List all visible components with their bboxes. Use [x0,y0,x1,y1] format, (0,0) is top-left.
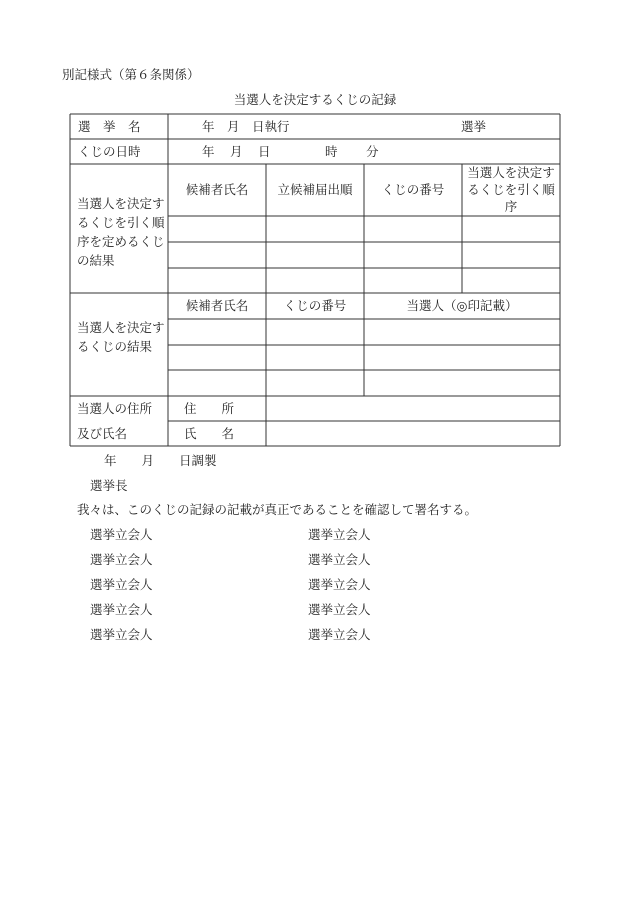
header-note: 別記様式（第６条関係） [62,67,200,82]
witness-label: 選挙立会人 [308,527,371,542]
result-header-winner: 当選人（◎印記載） [406,298,518,313]
order-header-lottery-number: くじの番号 [381,182,445,197]
order-header-candidate: 候補者氏名 [185,182,249,197]
result-header-lottery-number: くじの番号 [283,298,347,313]
witness-label: 選挙立会人 [90,527,153,542]
witness-label: 選挙立会人 [308,577,371,592]
witness-label: 選挙立会人 [90,577,153,592]
datetime-day: 日 [258,144,271,159]
election-suffix: 選挙 [461,119,487,134]
witness-label: 選挙立会人 [308,552,371,567]
name-field-label: 氏 名 [184,426,235,441]
order-header-filing-order: 立候補届出順 [277,182,353,197]
witness-label: 選挙立会人 [90,627,153,642]
datetime-minute: 分 [366,144,379,159]
prepared-date: 年 月 日調製 [104,453,217,468]
result-header-candidate: 候補者氏名 [185,298,249,313]
winner-address-label-1: 当選人の住所 [77,401,153,416]
address-field-label: 住 所 [184,401,235,416]
order-header-draw-order: 当選人を決定するくじを引く順序 [467,165,555,214]
execution-date-text: 年 月 日執行 [202,119,290,134]
witness-label: 選挙立会人 [90,552,153,567]
election-name-label: 選 挙 名 [78,119,141,134]
lottery-datetime-label: くじの日時 [78,144,141,159]
election-chair-label: 選挙長 [90,478,128,493]
witness-label: 選挙立会人 [90,602,153,617]
winner-address-label-2: 及び氏名 [77,426,128,441]
form-title: 当選人を決定するくじの記録 [233,92,397,107]
datetime-hour: 時 [325,144,338,159]
datetime-month: 月 [230,144,243,159]
witness-label: 選挙立会人 [308,627,371,642]
certification-statement: 我々は、このくじの記録の記載が真正であることを確認して署名する。 [77,502,478,517]
witness-label: 選挙立会人 [308,602,371,617]
order-section-label: 当選人を決定するくじを引く順序を定めるくじの結果 [77,196,165,268]
datetime-year: 年 [202,144,215,159]
result-section-label: 当選人を決定するくじの結果 [77,320,165,354]
